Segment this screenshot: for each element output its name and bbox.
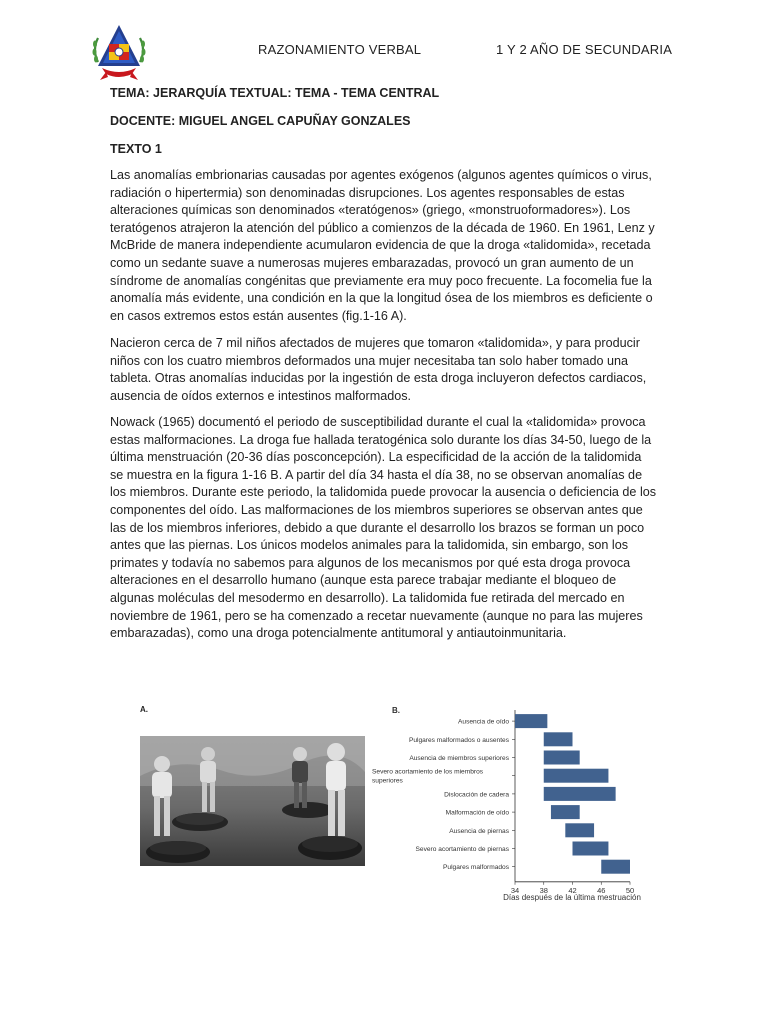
chart-bar [573, 842, 609, 856]
chart-x-tick-label: 38 [539, 885, 548, 895]
chart-category-label: Severo acortamiento de los miembros superiores [372, 768, 484, 785]
tema-heading: TEMA: JERARQUÍA TEXTUAL: TEMA - TEMA CENTRAL [110, 86, 440, 100]
children-photo [140, 736, 365, 866]
chart-category-label: Ausencia de miembros superiores [409, 755, 509, 762]
figure-a-label: A. [140, 705, 148, 714]
chart-x-tick-label: 46 [597, 885, 606, 895]
chart-category-label: Pulgares malformados o ausentes [408, 736, 509, 744]
teratogenic-period-chart [372, 704, 652, 909]
docente-heading: DOCENTE: MIGUEL ANGEL CAPUÑAY GONZALES [110, 114, 411, 128]
texto-label: TEXTO 1 [110, 142, 162, 156]
chart-category-label: Dislocación de cadera [444, 791, 509, 799]
chart-category-label: Pulgares malformados [443, 864, 509, 872]
chart-category-label: Ausencia de piernas [449, 827, 509, 835]
chart-bar [544, 751, 580, 765]
chart-x-tick-label: 42 [568, 885, 577, 895]
paragraph-2: Nacieron cerca de 7 mil niños afectados de mujeres que tomaron «talidomida», y para producir niños con los cuatro miembros deformados una mujer necesitaba tan solo haber tomado una tableta. Otras anomalías inducidas por la ingestión de esta droga incluyeron defectos cardiacos, ausencia de oídos externos e intestinos malformados. [110, 336, 647, 403]
chart-bar [601, 860, 630, 874]
chart-bar [544, 787, 616, 801]
header-subject: RAZONAMIENTO VERBAL [258, 42, 422, 57]
chart-bar [544, 732, 573, 746]
header-grade: 1 Y 2 AÑO DE SECUNDARIA [496, 42, 673, 57]
chart-x-tick-label: 50 [625, 885, 635, 895]
paragraph-3: Nowack (1965) documentó el periodo de susceptibilidad durante el cual la «talidomida» provoca estas malformaciones. La droga fue hallada teratogénica solo durante los días 34-50, luego de la última menstruación (20-36 días posconcepción). La especificidad de la acción de la talidomida se muestra en la figura 1-16 B. A partir del día 34 hasta el día 38, no se observan anomalías de los miembros. Durante este periodo, la talidomida puede provocar la ausencia o deficiencia de los componentes del oído. Las malformaciones de los miembros superiores se observan antes que las de los miembros inferiores, debido a que durante el desarrollo los brazos se forman un poco antes que las piernas. Los únicos modelos animales para la talidomida, sin embargo, son los primates y todavía no sabemos para algunos de los mecanismos por qué esta droga provoca alteraciones en el desarrollo humano (aunque esta parece trabajar mediante el bloqueo de algunas moléculas del mesodermo en desarrollo). La talidomida fue retirada del mercado en noviembre de 1961, pero se ha comenzado a recetar nuevamente (aunque no para las mujeres embarazadas), como una droga potencialmente antitumoral y antiautoinmunitaria. [110, 415, 657, 641]
chart-category-label: Severo acortamiento de piernas [415, 846, 509, 853]
chart-panel-label: B. [392, 706, 400, 715]
chart-category-label: Malformación de oído [445, 809, 509, 817]
chart-x-axis-label: Días después de la última mestruación [503, 893, 641, 902]
chart-bar [565, 823, 594, 837]
chart-x-tick-label: 34 [510, 885, 520, 895]
chart-category-label: Ausencia de oído [458, 718, 509, 726]
school-crest-logo [88, 22, 150, 82]
paragraph-1: Las anomalías embrionarias causadas por agentes exógenos (algunos agentes químicos o virus, radiación o hipertermia) son denominadas disrupciones. Los agentes responsables de estas alteraciones químicas son denominados «teratógenos» (griego, «monstruoformadores»). Los teratógenos atrajeron la atención del público a comienzos de la década de 1960. En 1961, Lenz y McBride de manera independiente acumularon evidencia de que la droga «talidomida», recetada como un sedante suave a numerosas mujeres embarazadas, provocó un gran aumento de un síndrome de anomalías congénitas que previamente era muy poco frecuente. La focomelia fue la anomalía más evidente, una condición en la que la longitud ósea de los miembros es deficiente o en casos extremos estos están ausentes (fig.1-16 A). [110, 168, 655, 323]
chart-bar [544, 769, 609, 783]
chart-bar [515, 714, 547, 728]
chart-bar [551, 805, 580, 819]
